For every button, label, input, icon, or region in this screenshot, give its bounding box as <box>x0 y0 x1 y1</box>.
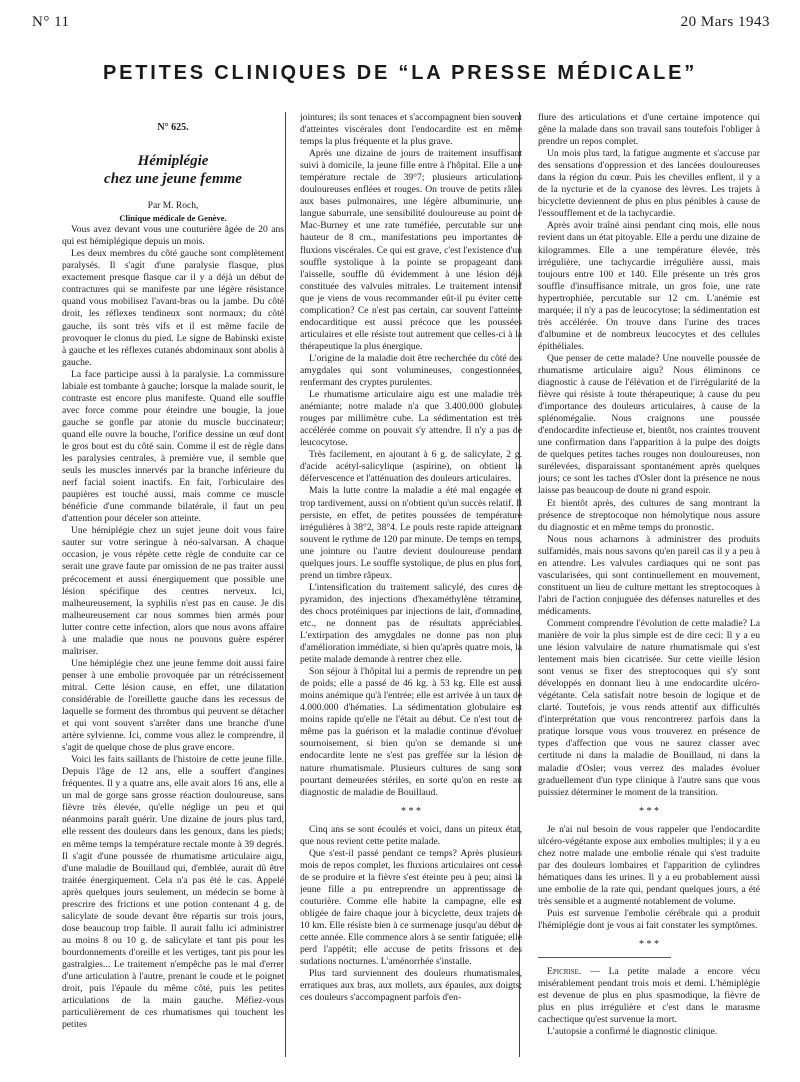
article-author: Par M. Roch, <box>147 201 199 212</box>
paragraph: flure des articulations et d'une certaine impotence qui gêne la malade dans son travail sans toutefois l'obliger à prendre un repos complet. <box>538 112 760 148</box>
article-title-line-2: chez une jeune femme <box>104 171 242 188</box>
paragraph: L'origine de la maladie doit être recherchée du côté des amygdales qui sont volumineuses, congestionnées, renfermant des cryptes purulentes. <box>300 352 522 389</box>
article-number: N° 625. <box>157 122 189 133</box>
paragraph: Vous avez devant vous une couturière âgée de 20 ans qui est hémiplégique depuis un mois. <box>62 224 284 248</box>
epicrisis-paragraph <box>538 966 760 1026</box>
epicrisis-text: — La petite malade a encore vécu misérablement pendant trois mois et demi. L'hémiplégie est devenue de plus en plus spasmodique, la fièvre de plus en plus irrégulière et c'est dans le marasme cachectique qu'est survenue la mort. <box>538 966 760 1026</box>
column-2 <box>300 112 522 1057</box>
paragraph: Voici les faits saillants de l'histoire de cette jeune fille. Depuis l'âge de 12 ans, elle a souffert d'angines fréquentes. Il y a quatre ans, elle avait alors 16 ans, elle a un mal de gorge sans grosse réaction douloureuse, sans fièvre très élevée, qu'elle néglige un peu et qui néanmoins paraît guérir. Une dizaine de jours plus tard, elle ressent des douleurs dans les genoux, dans les pieds; en même temps la température rectale monte à 39 degrés. Il s'agit d'une poussée de rhumatisme articulaire aigu, d'une maladie de Bouillaud qui, d'emblée, aurait dû être traitée énergiquement. Cela n'a pas été le cas. Appelé après quelques jours seulement, un médecin se borne à prescrire des frictions et une potion contenant 4 g. de salicylate de soude devant être répartis sur trois jours, dose beaucoup trop faible. Il aurait fallu ici administrer au moins 8 ou 10 g. de salicylate et tant pis pour les bourdonnements d'oreille et les vertiges, tant pis pour les gastralgies... Le traitement n'empêche pas le mal d'errer d'une articulation à l'autre, prenant le coude et le poignet droit, puis l'épaule du même côté, puis les petites articulations de la main gauche. Méfiez-vous particulièrement de ces rhumatismes qui touchent les petites <box>62 754 284 1031</box>
paragraph: Cinq ans se sont écoulés et voici, dans un piteux état, que nous revient cette petite malade. <box>300 823 522 847</box>
paragraph: Mais la lutte contre la maladie a été mal engagée et trop tardivement, aussi on n'obtient qu'un succès relatif. Il persiste, en effet, de petites poussées de température irrégulières à 38°2, 38°4. Le pouls reste rapide atteignant souvent le rythme de 120 par minute. De temps en temps, une jointure ou l'autre devient douloureuse pendant quelques jours. Le souffle systolique, de plus en plus fort, prend un timbre râpeux. <box>300 485 522 581</box>
paragraph: Que penser de cette malade? Une nouvelle poussée de rhumatisme articulaire aigu? Nous éliminons ce diagnostic à cause de l'élévation et de l'irrégularité de la fièvre qui résiste à toute thérapeutique; à cause du peu d'importance des douleurs articulaires, à cause de la splénomégalie. Nous craignons une poussée d'endocardite infectieuse et, bientôt, nos craintes trouvent une confirmation dans l'apparition à la pulpe des doigts de quelques petites taches rouges non douloureuses, non surélevées, disparaissant spontanément après quelques jours; ce sont les taches d'Osler dont la présence ne nous laisse pas beaucoup de doute ni grand espoir. <box>538 352 760 497</box>
paragraph: Une hémiplégie chez une jeune femme doit aussi faire penser à une embolie provoquée par un rétrécissement mitral. Cette lésion cause, en effet, une dilatation considérable de l'oreillette gauche dans les recessus de laquelle se forment des thrombus qui peuvent se détacher et qui vont souvent s'arrêter dans une branche d'une artère sylvienne. Ici, comme vous allez le comprendre, il s'agit de quelque chose de plus grave encore. <box>62 657 284 754</box>
paragraph: Un mois plus tard, la fatigue augmente et s'accuse par des sensations d'oppression et des lancées douloureuses dans la région du cœur. Puis les chevilles enflent, il y a de la nycturie et de la cyanose des lèvres. Les trajets à bicyclette deviennent de plus en plus pénibles à cause de l'essoufflement et de la tachycardie. <box>538 148 760 220</box>
autopsy-note: L'autopsie a confirmé le diagnostic clinique. <box>547 1026 718 1038</box>
paragraph: Une hémiplégie chez un sujet jeune doit vous faire sauter sur votre seringue à néo-salvarsan. A chaque occasion, je vous répète cette règle de conduite car ce serait une grave faute par omission de ne pas traiter aussi précocement et aussi énergiquement que possible une lésion spécifique des centres nerveux. Ici, malheureusement, la syphilis n'est pas en cause. Je dis malheureusement car nous sommes bien armés pour lutter contre cette infection, alors que nous avons affaire à une maladie que nous ne pouvons guère espérer maîtriser. <box>62 525 284 657</box>
paragraph: Le rhumatisme articulaire aigu est une maladie très anémiante; notre malade n'a que 3.400.000 globules rouges par millimètre cube. La sédimentation est très accélérée comme on pouvait s'y attendre. Il n'y a pas de leucocytose. <box>300 389 522 449</box>
paragraph: Les deux membres du côté gauche sont complètement paralysés. Il s'agit d'une paralysie flasque, plus exactement presque flasque car il y a déjà un début de contractures qui se manifeste par une légère résistance quand vous mobilisez l'avant-bras ou la jambe. Du côté droit, les réflexes tendineux sont normaux; du côté gauche, ils sont très vifs et il est même facile de provoquer le clonus du pied. Le signe de Babinski existe à gauche et les réflexes cutanés abdominaux sont abolis à gauche. <box>62 248 284 368</box>
article-title <box>62 152 284 188</box>
paragraph: Nous nous acharnons à administrer des produits sulfamidés, mais nous savons qu'en pareil cas il y a peu à en attendre. Les valvules cardiaques qui ne sont pas vascularisées, qui sont continuellement en mouvement, constituent un lieu de culture mettant les streptocoques à l'abri de l'action conjuguée des défenses naturelles et des médicaments. <box>538 533 760 617</box>
paragraph: Que s'est-il passé pendant ce temps? Après plusieurs mois de repos complet, les fluxions articulaires ont cessé de se produire et la fièvre s'est éteinte peu à peu; ainsi la jeune fille a pu entreprendre un apprentissage de couturière. Comme elle habite la campagne, elle est obligée de faire chaque jour à bicyclette, deux trajets de 10 km. Elle résiste bien à ce surmenage jusqu'au début de cette année. Elle commence alors à se sentir fatiguée; elle perd l'appétit; elle accuse de petits frissons et des sudations nocturnes. L'aménorrhée s'installe. <box>300 847 522 968</box>
paragraph: La face participe aussi à la paralysie. La commissure labiale est tombante à gauche; lorsque la malade sourit, le contraste est encore plus manifeste. Quand elle souffle avec force comme pour éteindre une bougie, la joue gauche se gonfle par atonie du muscle buccinateur; quand elle ouvre la bouche, l'orifice dessine un œuf dont le gros bout est du côté sain. Comme il est de règle dans les paralysies centrales, à première vue, il semble que seuls les muscles innervés par la branche inférieure du nerf facial soient inactifs. En fait, l'orbiculaire des paupières est touché aussi, mais comme ce muscle bénéficie d'une commande bilatérale, il faut un peu d'attention pour déceler son atteinte. <box>62 368 284 525</box>
paragraph: Je n'ai nul besoin de vous rappeler que l'endocardite ulcéro-végétante expose aux embolies multiples; il y a eu chez notre malade une embolie rénale qui s'est traduite par des douleurs lombaires et l'apparition de cylindres hématiques dans les urines. Il y a eu probablement aussi une embolie de la rate qui, pendant quelques jours, a été très sensible et a augmenté notablement de volume. <box>538 823 760 907</box>
running-head <box>32 14 770 34</box>
issue-date: 20 Mars 1943 <box>680 14 770 30</box>
paragraph: Comment comprendre l'évolution de cette maladie? La manière de voir la plus simple est de dire ceci: Il y a eu une lésion valvulaire de nature rhumatismale qui s'est lentement mais bien cicatrisée. Sur cette vieille lésion sont venus se fixer des streptocoques qui s'y sont développés en donnant lieu à une endocardite ulcéro-végétante. Cela satisfait notre besoin de logique et de clarté. Toutefois, je vous rends attentif aux difficultés d'interprétation que vous rencontrerez parfois dans la pratique lorsque vous vous trouverez en présence de types d'affection que vous ne saurez classer avec certitude ni dans la maladie de Bouillaud, ni dans la maladie d'Osler; vous verrez des malades évoluer graduellement d'un type clinique à l'autre sans que vous puissiez déterminer le moment de la transition. <box>538 617 760 798</box>
epicrisis-label: Epicrise. <box>547 966 582 978</box>
paragraph: Après avoir traîné ainsi pendant cinq mois, elle nous revient dans un état pitoyable. Elle a perdu une dizaine de kilogrammes. Elle a une température élevée, très irrégulière, une tachycardie irrégulière aussi, mais toujours entre 100 et 140. Elle présente un très gros souffle d'insuffisance mitrale, un gros foie, une rate hypertrophiée, percutable sur 12 cm. L'anémie est marquée; il n'y a pas de leucocytose; la sédimentation est très accélérée. On trouve dans l'urine des traces d'albumine et de nombreux leucocytes et des cellules épithéliales. <box>538 220 760 352</box>
paragraph: Après une dizaine de jours de traitement insuffisant suivi à domicile, la jeune fille entre à l'hôpital. Elle a une température rectale de 39°7; plusieurs articulations douloureuses enflées et rouges. On trouve de petits râles aux bases pulmonaires, une légère albuminurie, une langue saburrale, une sensibilité douloureuse au point de Mac-Burney et une rate tuméfiée, percutable sur une hauteur de 8 cm., manifestations peu importantes de fluxions viscérales. Ce qui est grave, c'est l'existence d'un souffle systolique à la pointe se propageant dans l'aisselle, souffle dû évidemment à une lésion déjà constituée des valvules mitrales. Le traitement intensif que je viens de vous recommander eût-il pu éviter cette complication? Ce n'est pas certain, car souvent l'atteinte endocarditique est aussi précoce que les poussées articulaires et elle résiste tout autrement que celles-ci à la thérapeutique la plus énergique. <box>300 148 522 352</box>
paragraph: Puis est survenue l'embolie cérébrale qui a produit l'hémiplégie dont je vous ai fait constater les symptômes. <box>538 908 760 932</box>
column-1 <box>62 112 284 1057</box>
paragraph: Son séjour à l'hôpital lui a permis de reprendre un peu de poids; elle a passé de 46 kg. à 53 kg. Elle est aussi moins anémique qu'à l'entrée; elle est arrivée à un taux de 4.000.000 d'hématies. La sédimentation globulaire est moins rapide qu'elle ne l'était au début. Ce n'est tout de même pas la guérison et la maladie continue d'évoluer sournoisement, si bien qu'on se demande si une endocardite lente ne s'est pas greffée sur la lésion de nature rhumatismale. Plusieurs cultures de sang sont pourtant demeurées stériles, en sorte qu'on en reste au diagnostic de maladie de Bouillaud. <box>300 666 522 798</box>
section-asterism-2: * * * <box>639 939 659 951</box>
issue-number: N° 11 <box>32 14 70 30</box>
article-affiliation: Clinique médicale de Genève. <box>119 213 227 224</box>
epicrisis-divider <box>538 957 671 958</box>
section-asterism: * * * <box>639 805 659 817</box>
article-body <box>62 112 760 1057</box>
paragraph: L'intensification du traitement salicylé, des cures de pyramidon, des injections d'hexaméthylène tétramine, des chocs protéiniques par injections de lait, d'omnadine, etc., ne donnent pas de résultats appréciables. L'extirpation des amygdales ne donne pas non plus d'amélioration immédiate, si bien qu'après quatre mois, la petite malade demande à rentrer chez elle. <box>300 581 522 666</box>
section-masthead: PETITES CLINIQUES DE “LA PRESSE MÉDICALE” <box>102 62 698 84</box>
paragraph: Très facilement, en ajoutant à 6 g. de salicylate, 2 g. d'acide acétyl-salicylique (aspirine), on obtient la défervescence et l'atténuation des douleurs articulaires. <box>300 449 522 485</box>
paragraph: Plus tard surviennent des douleurs rhumatismales, erratiques aux bras, aux mollets, aux épaules, aux doigts; ces douleurs s'accompagnent parfois d'en- <box>300 968 522 1004</box>
paragraph: Et bientôt après, des cultures de sang montrant la présence de streptocoque non hémolytique nous assure du diagnostic et en même temps du pronostic. <box>538 497 760 533</box>
section-asterism: * * * <box>401 805 421 817</box>
article-title-line-1: Hémiplégie <box>137 153 209 170</box>
paragraph: jointures; ils sont tenaces et s'accompagnent bien souvent d'atteintes viscérales dont l'endocardite est en même temps la plus fréquente et la plus grave. <box>300 112 522 148</box>
column-3 <box>538 112 760 1057</box>
